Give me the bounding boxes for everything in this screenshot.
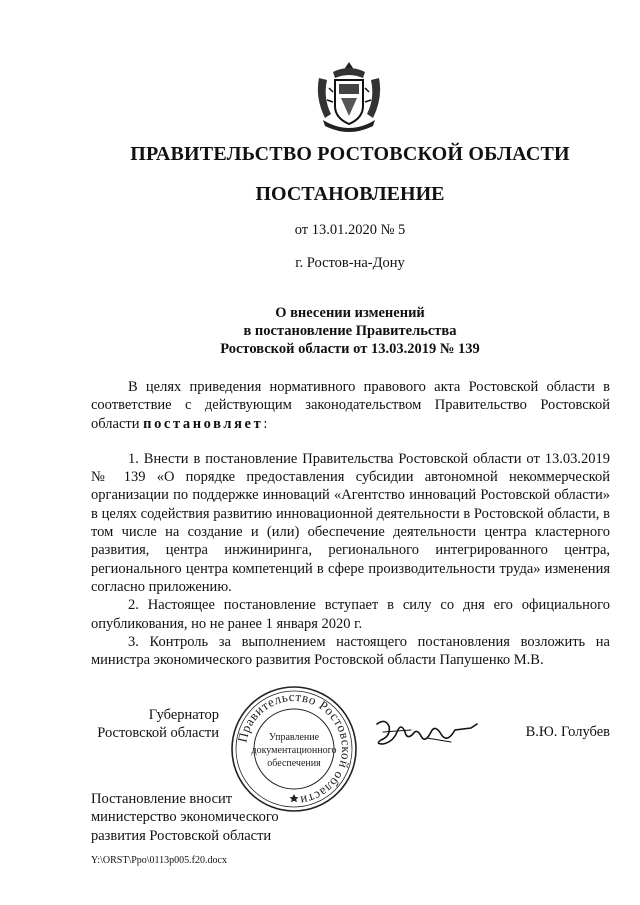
- position-line: Губернатор: [148, 707, 219, 723]
- document-city: г. Ростов-на-Дону: [295, 255, 405, 271]
- subject-line: О внесении изменений: [275, 305, 425, 321]
- stamp-center-line: обеспечения: [267, 758, 321, 769]
- document-body: [91, 378, 610, 669]
- signatory-position: [91, 706, 219, 743]
- coat-of-arms-icon: [313, 58, 385, 136]
- document-type: ПОСТАНОВЛЕНИЕ: [255, 183, 445, 205]
- subject-line: в постановление Правительства: [243, 323, 457, 339]
- position-line: Ростовской области: [97, 725, 219, 742]
- subject-line: Ростовской области от 13.03.2019 № 139: [220, 341, 480, 357]
- note-line: министерство экономического: [91, 809, 279, 826]
- stamp-star-icon: [290, 794, 299, 802]
- handwritten-signature: [371, 714, 481, 754]
- preamble-text: В целях приведения нормативного правового акта Ростовской области в соответствие с действующим законодательством Правительство Ростовской области: [91, 379, 610, 432]
- stamp-center-line: Управление: [268, 732, 320, 743]
- item-paragraph: 1. Внести в постановление Правительства Ростовской области от 13.03.2019 № 139 «О порядке предоставления субсидии автономной некоммерческой организации по поддержке инноваций «Агентство инноваций Ростовской области» в целях содействия развитию инновационной деятельности в Ростовской области, в том числе на создание и (или) обеспечение деятельности центра кластерного развития, центра инжиниринга, регионального интегрированного центра, регионального центра компетенций в сфере производительности труда» изменения согласно приложению.: [91, 450, 610, 595]
- signatory-name: В.Ю. Голубев: [525, 724, 610, 740]
- file-path: Y:\ORST\Ppo\0113p005.f20.docx: [91, 855, 227, 866]
- submitter-note: [91, 790, 279, 845]
- preamble-keyword: постановляет: [143, 415, 264, 432]
- item-paragraph: 2. Настоящее постановление вступает в силу со дня его официального опубликования, но не ранее 1 января 2020 г.: [91, 597, 610, 632]
- document-date-number: от 13.01.2020 № 5: [294, 222, 406, 238]
- stamp-ring-text: Правительство Ростовской области: [234, 688, 355, 809]
- preamble-paragraph: [91, 378, 610, 433]
- note-line: развития Ростовской области: [91, 827, 272, 844]
- document-subject: [0, 304, 640, 358]
- preamble-end: :: [263, 415, 268, 432]
- item-paragraph: 3. Контроль за выполнением настоящего постановления возложить на министра экономического развития Ростовской области Папушенко М.В.: [91, 633, 610, 669]
- government-title: ПРАВИТЕЛЬСТВО РОСТОВСКОЙ ОБЛАСТИ: [130, 143, 570, 165]
- stamp-center-line: документационного: [251, 745, 337, 756]
- note-line: Постановление вносит: [91, 791, 233, 807]
